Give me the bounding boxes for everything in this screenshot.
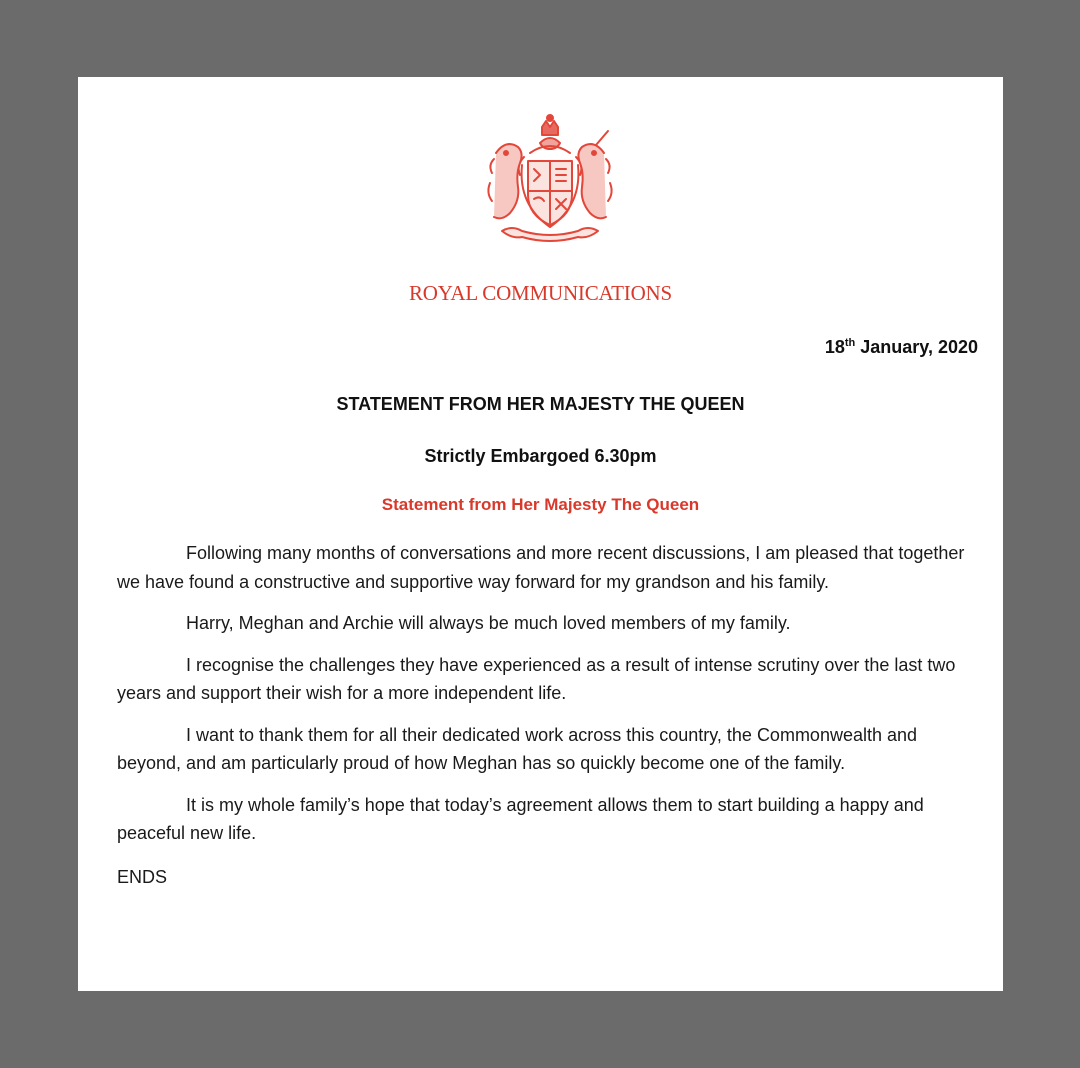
closing-marker: ENDS: [117, 866, 168, 887]
organization-name: ROYAL COMMUNICATIONS: [409, 281, 672, 305]
body-paragraph: I want to thank them for all their dedicated work across this country, the Commonwealth and beyond, and am particularly proud of how Meghan has so quickly become one of the family.: [117, 724, 918, 773]
date-suffix: th: [844, 337, 856, 349]
body-paragraph: Following many months of conversations and more recent discussions, I am pleased that together we have found a constructive and supportive way forward for my grandson and his family.: [117, 543, 965, 592]
embargo-notice: Strictly Embargoed 6.30pm: [424, 446, 657, 466]
body-paragraph: It is my whole family’s hope that today’s agreement allows them to start building a happy and peaceful new life.: [117, 794, 924, 843]
body-paragraph: Harry, Meghan and Archie will always be much loved members of my family.: [186, 613, 791, 633]
statement-body: [117, 539, 977, 904]
statement-subtitle: Statement from Her Majesty The Queen: [381, 495, 700, 514]
date-month-year: January, 2020: [855, 337, 978, 357]
date-day: 18: [824, 337, 845, 357]
body-paragraph: I recognise the challenges they have experienced as a result of intense scrutiny over the last two years and support their wish for a more independent life.: [117, 654, 956, 703]
statement-title: STATEMENT FROM HER MAJESTY THE QUEEN: [336, 394, 745, 414]
statement-document: [78, 77, 1003, 991]
royal-coat-of-arms-icon: [480, 113, 620, 245]
statement-date: [825, 337, 978, 358]
